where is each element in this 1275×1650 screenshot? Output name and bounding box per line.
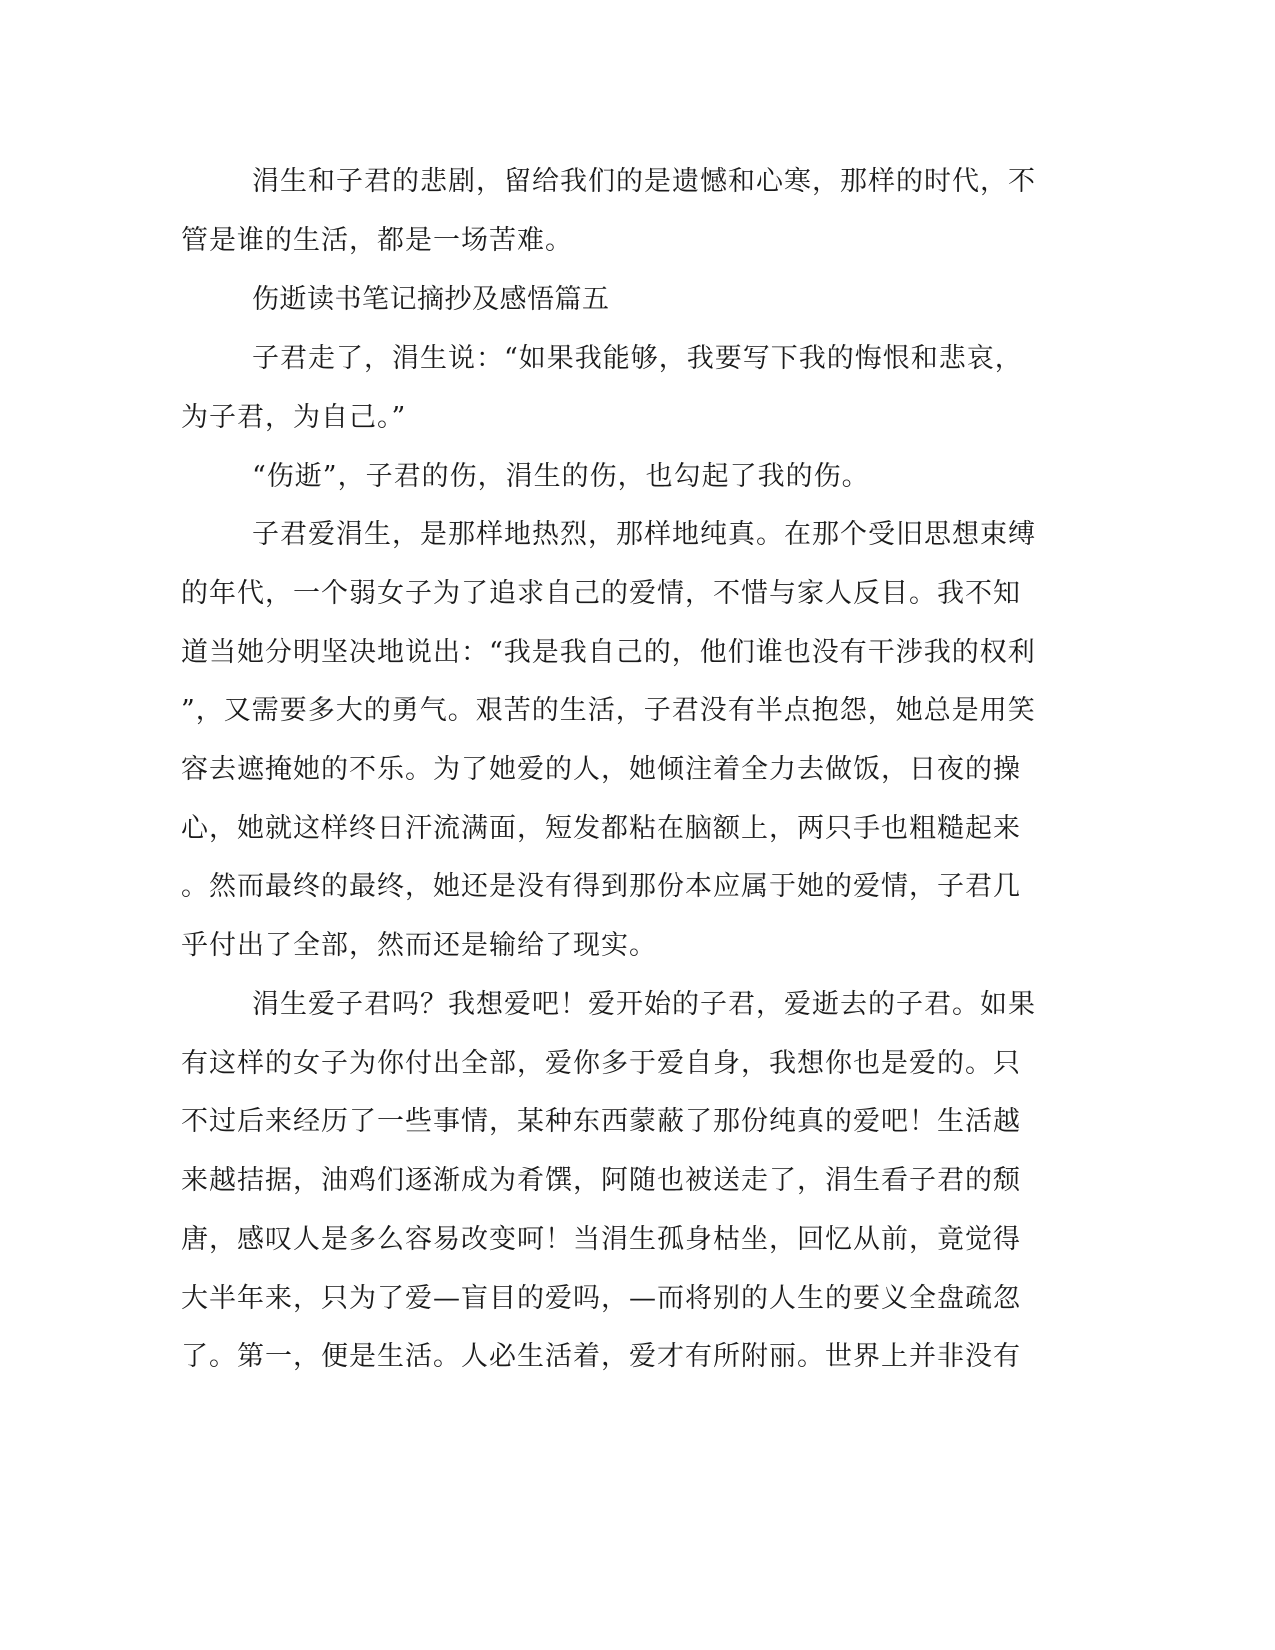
text-line: 的年代，一个弱女子为了追求自己的爱情，不惜与家人反目。我不知 — [181, 578, 1021, 609]
text-line: ”，又需要多大的勇气。艰苦的生活，子君没有半点抱怨，她总是用笑 — [181, 695, 1036, 726]
text-line: 来越拮据，油鸡们逐渐成为肴馔，阿随也被送走了，涓生看子君的颓 — [181, 1165, 1021, 1196]
text-line: 乎付出了全部，然而还是输给了现实。 — [181, 930, 657, 961]
text-line: 不过后来经历了一些事情，某种东西蒙蔽了那份纯真的爱吧！生活越 — [181, 1106, 1021, 1137]
text-line: 有这样的女子为你付出全部，爱你多于爱自身，我想你也是爱的。只 — [181, 1048, 1021, 1079]
text-line: 容去遮掩她的不乐。为了她爱的人，她倾注着全力去做饭，日夜的操 — [181, 754, 1021, 785]
text-line: 唐，感叹人是多么容易改变呵！当涓生孤身枯坐，回忆从前，竟觉得 — [181, 1224, 1021, 1255]
text-line: 子君爱涓生，是那样地热烈，那样地纯真。在那个受旧思想束缚 — [252, 519, 1036, 550]
text-line: 。然而最终的最终，她还是没有得到那份本应属于她的爱情，子君几 — [181, 871, 1021, 902]
text-line: 心，她就这样终日汗流满面，短发都粘在脑额上，两只手也粗糙起来 — [181, 813, 1021, 844]
text-line: 道当她分明坚决地说出：“我是我自己的，他们谁也没有干涉我的权利 — [181, 637, 1036, 668]
text-line: 涓生和子君的悲剧，留给我们的是遗憾和心寒，那样的时代，不 — [252, 166, 1036, 197]
text-line: 大半年来，只为了爱—盲目的爱吗，—而将别的人生的要义全盘疏忽 — [181, 1283, 1021, 1314]
text-line: “伤逝”，子君的伤，涓生的伤，也勾起了我的伤。 — [252, 461, 870, 492]
text-line: 涓生爱子君吗？我想爱吧！爱开始的子君，爱逝去的子君。如果 — [252, 989, 1036, 1020]
section-heading: 伤逝读书笔记摘抄及感悟篇五 — [252, 284, 610, 315]
text-line: 为子君，为自己。” — [181, 402, 407, 433]
text-line: 了。第一，便是生活。人必生活着，爱才有所附丽。世界上并非没有 — [181, 1341, 1021, 1372]
text-line: 子君走了，涓生说：“如果我能够，我要写下我的悔恨和悲哀， — [252, 343, 1023, 374]
text-line: 管是谁的生活，都是一场苦难。 — [181, 225, 573, 256]
